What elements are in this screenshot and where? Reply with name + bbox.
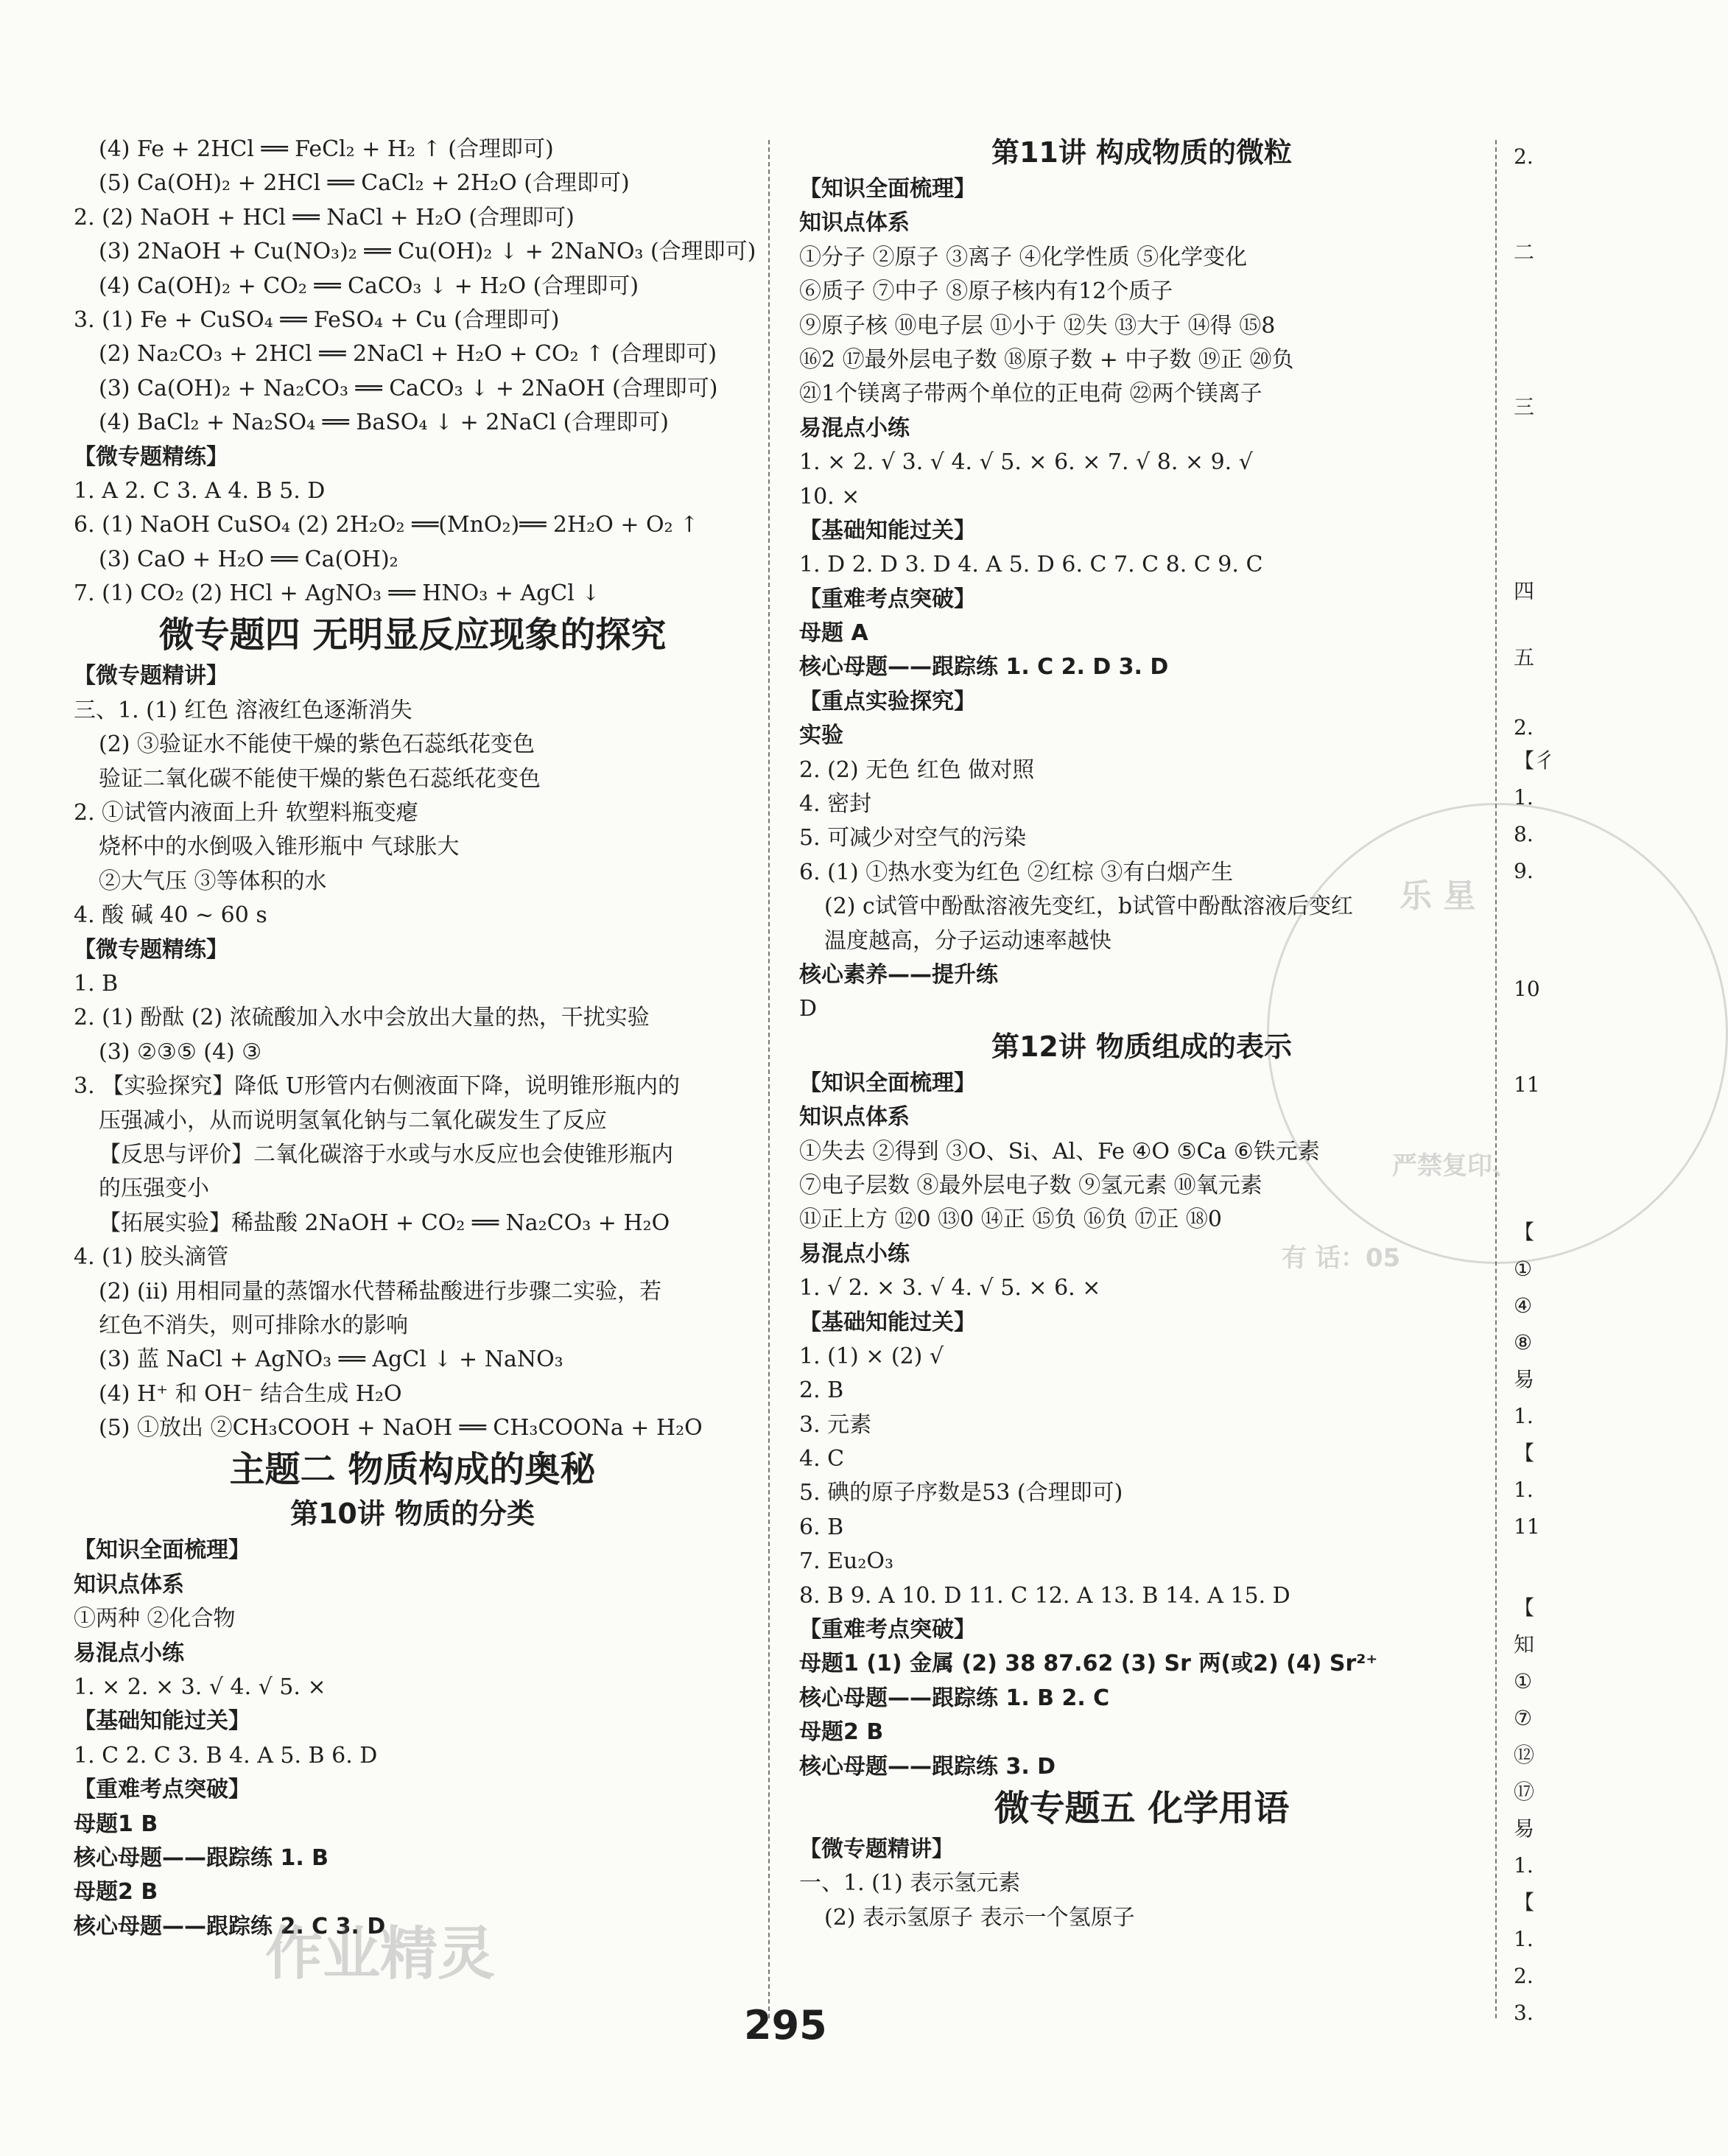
answer-line: 温度越高，分子运动速率越快: [824, 927, 1111, 954]
section-title: 微专题四 无明显反应现象的探究: [158, 614, 667, 656]
answer-line: (5) ①放出 ②CH₃COOH + NaOH ══ CH₃COONa + H₂O: [99, 1415, 703, 1442]
answer-line: ⑪正上方 ⑫0 ⑬0 ⑭正 ⑮负 ⑯负 ⑰正 ⑱0: [799, 1207, 1223, 1233]
edge-fragment: ①: [1514, 1669, 1533, 1693]
answer-line: ①两种 ②化合物: [74, 1606, 236, 1632]
answer-line: (3) 蓝 NaCl + AgNO₃ ══ AgCl ↓ + NaNO₃: [99, 1346, 563, 1373]
answer-line: (3) CaO + H₂O ══ Ca(OH)₂: [99, 546, 398, 572]
answer-line: 1. C 2. C 3. B 4. A 5. B 6. D: [74, 1742, 378, 1769]
answer-line: 1. √ 2. × 3. √ 4. √ 5. × 6. ×: [799, 1275, 1101, 1302]
answer-line: 2. (1) 酚酞 (2) 浓硫酸加入水中会放出大量的热，干扰实验: [74, 1005, 650, 1031]
edge-fragment: 11: [1514, 1072, 1540, 1097]
section-heading: 母题1 B: [74, 1811, 158, 1837]
answer-line: 8. B 9. A 10. D 11. C 12. A 13. B 14. A 15. D: [799, 1582, 1290, 1609]
edge-fragment: 1.: [1514, 785, 1534, 810]
answer-line: 压强减小，从而说明氢氧化钠与二氧化碳发生了反应: [99, 1107, 607, 1134]
section-heading: 母题 A: [799, 620, 868, 647]
edge-fragment: 易: [1514, 1816, 1535, 1841]
edge-fragment: 2.: [1514, 144, 1534, 169]
section-heading: 【微专题精练】: [74, 443, 228, 470]
edge-fragment: 【: [1514, 1890, 1535, 1914]
edge-fragment: 【: [1514, 1220, 1535, 1244]
edge-fragment: ⑰: [1514, 1780, 1535, 1804]
answer-line: (3) ②③⑤ (4) ③: [99, 1039, 262, 1065]
edge-fragment: 易: [1514, 1367, 1535, 1391]
section-heading: 【重难考点突破】: [74, 1777, 250, 1803]
answer-line: 的压强变小: [99, 1176, 209, 1202]
answer-line: (5) Ca(OH)₂ + 2HCl ══ CaCl₂ + 2H₂O (合理即可): [99, 170, 630, 197]
answer-line: (4) Fe + 2HCl ══ FeCl₂ + H₂ ↑ (合理即可): [99, 136, 554, 162]
left-column: [74, 133, 756, 1944]
answer-line: 【反思与评价】二氧化碳溶于水或与水反应也会使锥形瓶内: [99, 1141, 673, 1167]
lesson-title: 第11讲 构成物质的微粒: [991, 136, 1293, 169]
answer-line: 1. (1) × (2) √: [799, 1343, 944, 1369]
edge-fragment: ⑧: [1514, 1330, 1533, 1355]
section-heading: 【知识全面梳理】: [799, 176, 976, 202]
section-heading: 【重点实验探究】: [799, 688, 976, 714]
edge-fragment: 【彳: [1514, 748, 1556, 773]
edge-fragment: 知: [1514, 1632, 1535, 1657]
section-heading: 【微专题精练】: [74, 936, 228, 963]
answer-line: (3) Ca(OH)₂ + Na₂CO₃ ══ CaCO₃ ↓ + 2NaOH (合理即可): [99, 375, 718, 401]
edge-fragment: 2.: [1514, 1964, 1534, 1988]
answer-line: 5. 可减少对空气的污染: [799, 825, 1027, 851]
section-heading: 核心素养——提升练: [799, 961, 998, 988]
app-watermark: 作业精灵: [265, 1921, 496, 1987]
edge-fragment: ⑫: [1514, 1743, 1535, 1767]
stamp-top-text: 乐 星: [1399, 877, 1476, 915]
section-heading: 知识点体系: [799, 1104, 910, 1131]
answer-line: 2. (2) NaOH + HCl ══ NaCl + H₂O (合理即可): [74, 204, 575, 231]
answer-line: 红色不消失，则可排除水的影响: [99, 1312, 408, 1338]
answer-line: (2) c试管中酚酞溶液先变红，b试管中酚酞溶液后变红: [824, 893, 1354, 920]
answer-line: 6. (1) NaOH CuSO₄ (2) 2H₂O₂ ══(MnO₂)══ 2H₂O + O₂ ↑: [74, 512, 699, 538]
answer-line: 6. (1) ①热水变为红色 ②红棕 ③有白烟产生: [799, 859, 1234, 885]
answer-line: ㉑1个镁离子带两个单位的正电荷 ㉒两个镁离子: [799, 381, 1262, 407]
edge-fragment: 1.: [1514, 1404, 1534, 1428]
edge-fragment: 10: [1514, 977, 1540, 1001]
answer-line: 2. ①试管内液面上升 软塑料瓶变瘪: [74, 800, 418, 826]
section-heading: 母题1 (1) 金属 (2) 38 87.62 (3) Sr 两(或2) (4) Sr²⁺: [799, 1651, 1378, 1677]
section-heading: 【重难考点突破】: [799, 586, 976, 612]
answer-line: ⑥质子 ⑦中子 ⑧原子核内有12个质子: [799, 278, 1173, 305]
answer-line: 一、1. (1) 表示氢元素: [799, 1870, 1021, 1897]
section-heading: 核心母题——跟踪练 1. C 2. D 3. D: [799, 654, 1169, 681]
section-heading: 【基础知能过关】: [799, 1309, 976, 1335]
edge-fragment: 1.: [1514, 1927, 1534, 1951]
section-heading: 核心母题——跟踪练 3. D: [799, 1753, 1056, 1780]
section-heading: 【重难考点突破】: [799, 1617, 976, 1643]
answer-line: (2) Na₂CO₃ + 2HCl ══ 2NaCl + H₂O + CO₂ ↑ (合理即可): [99, 341, 717, 368]
edge-fragment: ⑦: [1514, 1706, 1533, 1730]
answer-line: 1. × 2. × 3. √ 4. √ 5. ×: [74, 1674, 326, 1701]
answer-line: 1. D 2. D 3. D 4. A 5. D 6. C 7. C 8. C 9. C: [799, 552, 1263, 578]
answer-line: ②大气压 ③等体积的水: [99, 868, 327, 894]
answer-line: ⑦电子层数 ⑧最外层电子数 ⑨氢元素 ⑩氧元素: [799, 1172, 1262, 1198]
section-heading: 核心母题——跟踪练 1. B: [74, 1844, 329, 1871]
edge-fragment: 三: [1514, 395, 1535, 419]
answer-line: 4. 酸 碱 40 ~ 60 s: [74, 902, 267, 929]
edge-fragment: 11: [1514, 1514, 1540, 1539]
answer-line: 三、1. (1) 红色 溶液红色逐渐消失: [74, 697, 412, 723]
edge-fragment: ①: [1514, 1257, 1533, 1281]
section-heading: 母题2 B: [799, 1719, 884, 1746]
edge-fragment: 8.: [1514, 822, 1534, 846]
edge-fragment: 四: [1514, 579, 1535, 603]
lesson-title: 第10讲 物质的分类: [289, 1497, 535, 1531]
answer-line: 验证二氧化碳不能使干燥的紫色石蕊纸花变色: [99, 765, 541, 792]
answer-line: 3. 元素: [799, 1411, 872, 1438]
answer-line: (4) H⁺ 和 OH⁻ 结合生成 H₂O: [99, 1380, 402, 1407]
answer-line: 7. Eu₂O₃: [799, 1548, 894, 1575]
edge-fragment: 2.: [1514, 715, 1534, 740]
edge-fragment: 二: [1514, 240, 1535, 264]
section-heading: 易混点小练: [74, 1640, 184, 1666]
answer-line: 1. × 2. √ 3. √ 4. √ 5. × 6. × 7. √ 8. × 9. √: [799, 449, 1253, 476]
edge-fragment: 1.: [1514, 1478, 1534, 1502]
answer-line: (4) Ca(OH)₂ + CO₂ ══ CaCO₃ ↓ + H₂O (合理即可): [99, 273, 639, 299]
section-heading: 【微专题精讲】: [799, 1836, 954, 1862]
stamp-text: 严禁复印、: [1392, 1151, 1517, 1181]
section-heading: 核心母题——跟踪练 1. B 2. C: [799, 1685, 1110, 1711]
answer-line: 3. 【实验探究】降低 U形管内右侧液面下降，说明锥形瓶内的: [74, 1073, 680, 1100]
answer-line: 6. B: [799, 1514, 844, 1540]
answer-line: 【拓展实验】稀盐酸 2NaOH + CO₂ ══ Na₂CO₃ + H₂O: [99, 1209, 670, 1236]
answer-line: 1. B: [74, 970, 119, 997]
edge-fragment: 五: [1514, 645, 1535, 670]
section-heading: 【微专题精讲】: [74, 663, 228, 689]
answer-line: (3) 2NaOH + Cu(NO₃)₂ ══ Cu(OH)₂ ↓ + 2NaNO₃ (合理即可): [99, 239, 756, 265]
ownership-stamp: [1267, 803, 1728, 1264]
section-heading: 【基础知能过关】: [74, 1708, 250, 1735]
edge-fragment: 1.: [1514, 1853, 1534, 1878]
answer-line: D: [799, 996, 818, 1022]
answer-line: 3. (1) Fe + CuSO₄ ══ FeSO₄ + Cu (合理即可): [74, 306, 560, 333]
answer-line: 4. (1) 胶头滴管: [74, 1244, 229, 1271]
answer-line: 2. B: [799, 1377, 844, 1404]
section-title: 微专题五 化学用语: [994, 1787, 1290, 1829]
answer-line: ①失去 ②得到 ③O、Si、Al、Fe ④O ⑤Ca ⑥铁元素: [799, 1138, 1320, 1165]
section-heading: 【知识全面梳理】: [799, 1070, 976, 1096]
answer-line: 烧杯中的水倒吸入锥形瓶中 气球胀大: [99, 834, 460, 860]
section-heading: 实验: [799, 723, 843, 749]
section-heading: 【基础知能过关】: [799, 517, 976, 544]
section-heading: 易混点小练: [799, 415, 910, 441]
answer-line: (2) (ⅱ) 用相同量的蒸馏水代替稀盐酸进行步骤二实验，若: [99, 1278, 662, 1305]
page-number: 295: [744, 2002, 827, 2048]
edge-fragment: 9.: [1514, 859, 1534, 883]
answer-line: (4) BaCl₂ + Na₂SO₄ ══ BaSO₄ ↓ + 2NaCl (合理即可): [99, 410, 669, 436]
edge-fragment: 【: [1514, 1441, 1535, 1465]
section-heading: 易混点小练: [799, 1240, 910, 1267]
answer-line: 7. (1) CO₂ (2) HCl + AgNO₃ ══ HNO₃ + AgCl ↓: [74, 580, 600, 607]
answer-line: (2) 表示氢原子 表示一个氢原子: [824, 1904, 1135, 1931]
answer-line: ①分子 ②原子 ③离子 ④化学性质 ⑤化学变化: [799, 244, 1248, 270]
answer-line: 4. C: [799, 1446, 845, 1472]
section-title: 主题二 物质构成的奥秘: [229, 1449, 596, 1491]
stamp-phone-text: 有 话：05: [1282, 1243, 1401, 1273]
edge-fragment: 3.: [1514, 2001, 1534, 2025]
column-divider: [768, 140, 770, 2018]
section-heading: 【知识全面梳理】: [74, 1537, 250, 1564]
section-heading: 母题2 B: [74, 1879, 158, 1906]
answer-line: ⑨原子核 ⑩电子层 ⑪小于 ⑫失 ⑬大于 ⑭得 ⑮8: [799, 312, 1276, 339]
answer-line: 4. 密封: [799, 791, 872, 818]
answer-line: 1. A 2. C 3. A 4. B 5. D: [74, 477, 326, 504]
lesson-title: 第12讲 物质组成的表示: [991, 1030, 1293, 1063]
edge-fragment: ④: [1514, 1293, 1533, 1318]
section-heading: 核心母题——跟踪练 2. C 3. D: [74, 1913, 386, 1939]
answer-line: (2) ③验证水不能使干燥的紫色石蕊纸花变色: [99, 731, 535, 758]
answer-line: 5. 碘的原子序数是53 (合理即可): [799, 1480, 1123, 1506]
section-heading: 知识点体系: [74, 1571, 184, 1598]
edge-fragment: 【: [1514, 1595, 1535, 1620]
answer-line: 2. (2) 无色 红色 做对照: [799, 756, 1035, 783]
answer-line: ⑯2 ⑰最外层电子数 ⑱原子数 + 中子数 ⑲正 ⑳负: [799, 346, 1294, 373]
section-heading: 知识点体系: [799, 210, 910, 236]
answer-line: 10. ×: [799, 483, 860, 510]
